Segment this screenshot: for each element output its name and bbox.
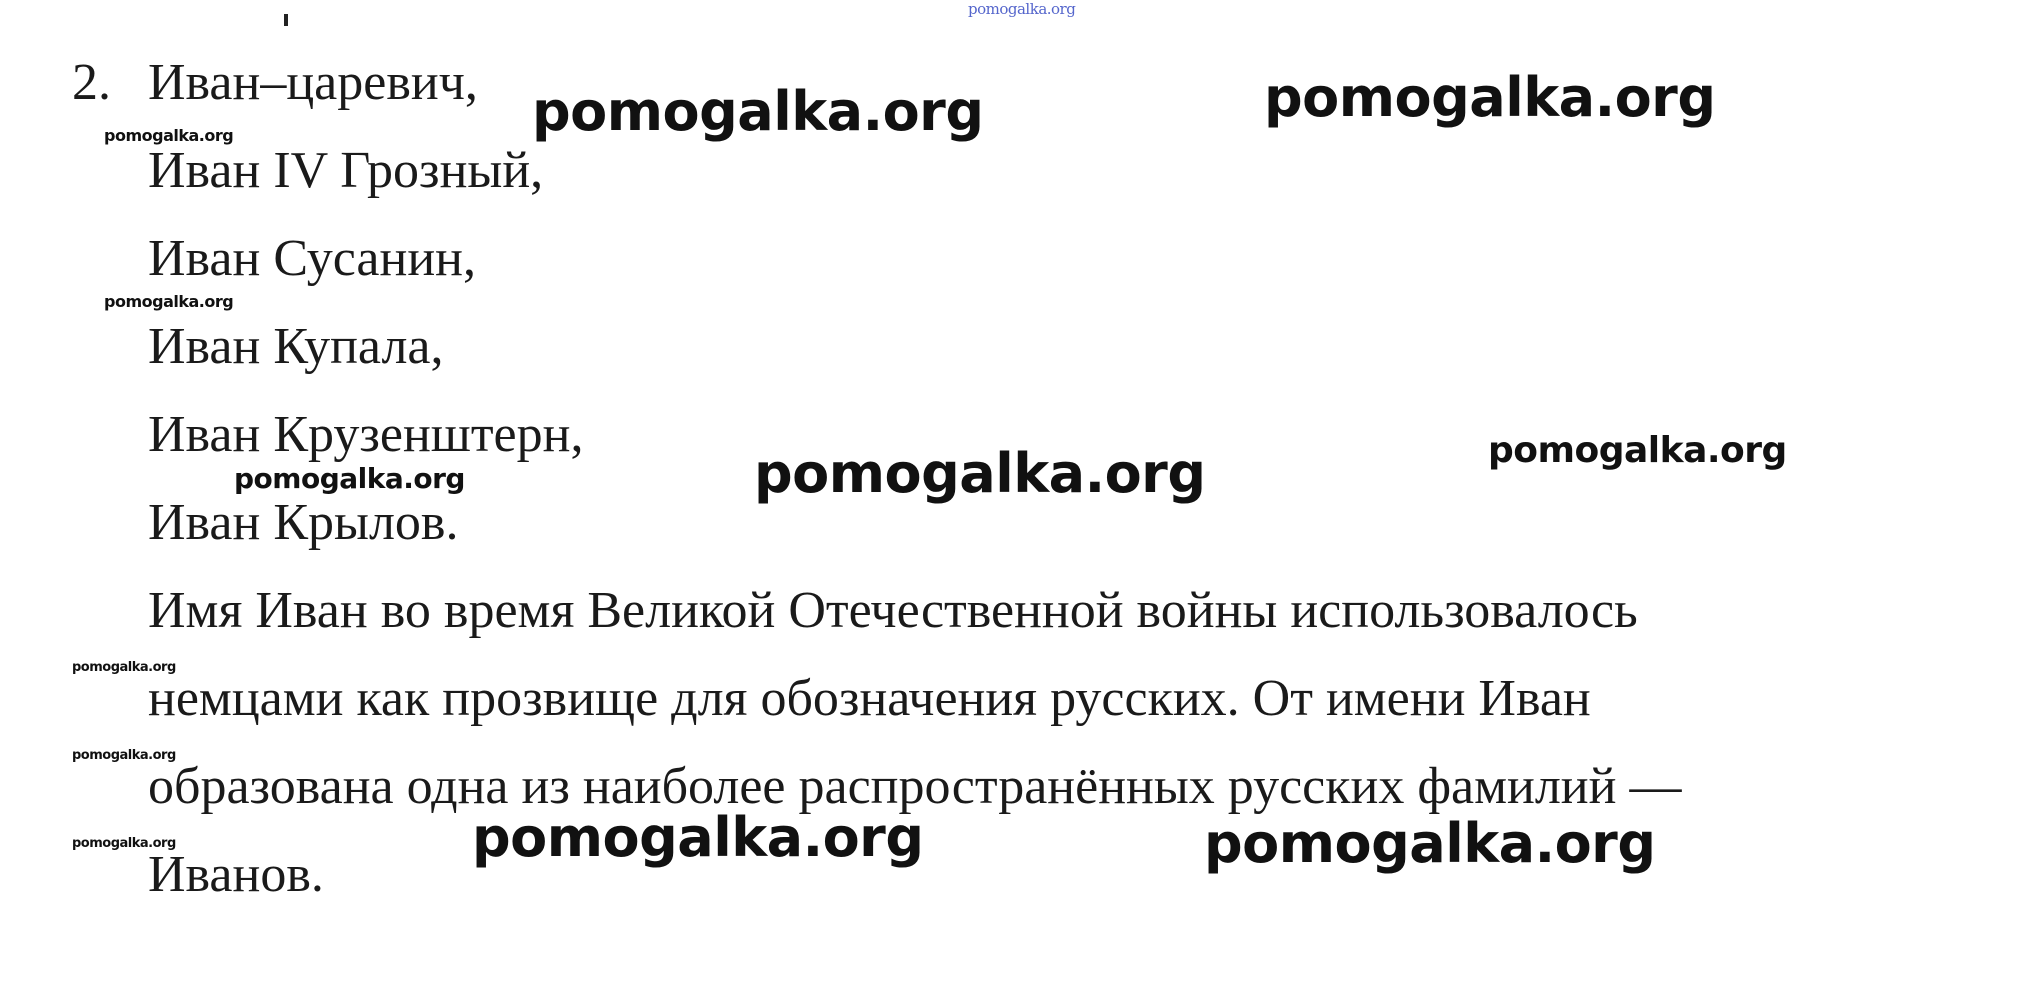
name-line-5: Иван Крузенштерн, (148, 406, 584, 463)
name-line-6: Иван Крылов. (148, 494, 459, 551)
paragraph-line-1: Имя Иван во время Великой Отечественной войны использовалось (148, 582, 1638, 639)
watermark: pomogalka.org (1204, 812, 1656, 875)
watermark: pomogalka.org (72, 748, 176, 763)
watermark: pomogalka.org (72, 660, 176, 675)
watermark: pomogalka.org (104, 126, 234, 145)
paragraph-line-4: Иванов. (148, 846, 324, 903)
name-line-1: Иван–царевич, (148, 54, 478, 111)
paragraph-line-2: немцами как прозвище для обозначения русских. От имени Иван (148, 670, 1591, 727)
watermark: pomogalka.org (532, 80, 984, 143)
name-line-3: Иван Сусанин, (148, 230, 476, 287)
name-line-2: Иван IV Грозный, (148, 142, 544, 199)
name-line-4: Иван Купала, (148, 318, 444, 375)
watermark: pomogalka.org (472, 806, 924, 869)
watermark: pomogalka.org (754, 442, 1206, 505)
watermark: pomogalka.org (234, 462, 465, 495)
watermark: pomogalka.org (104, 292, 234, 311)
paragraph-line-3: образована одна из наиболее распространённых русских фамилий — (148, 758, 1682, 815)
watermark-top: pomogalka.org (968, 0, 1076, 18)
scan-mark (284, 14, 288, 26)
watermark: pomogalka.org (1488, 430, 1787, 471)
watermark: pomogalka.org (1264, 66, 1716, 129)
item-number: 2. (72, 54, 111, 111)
watermark: pomogalka.org (72, 836, 176, 851)
